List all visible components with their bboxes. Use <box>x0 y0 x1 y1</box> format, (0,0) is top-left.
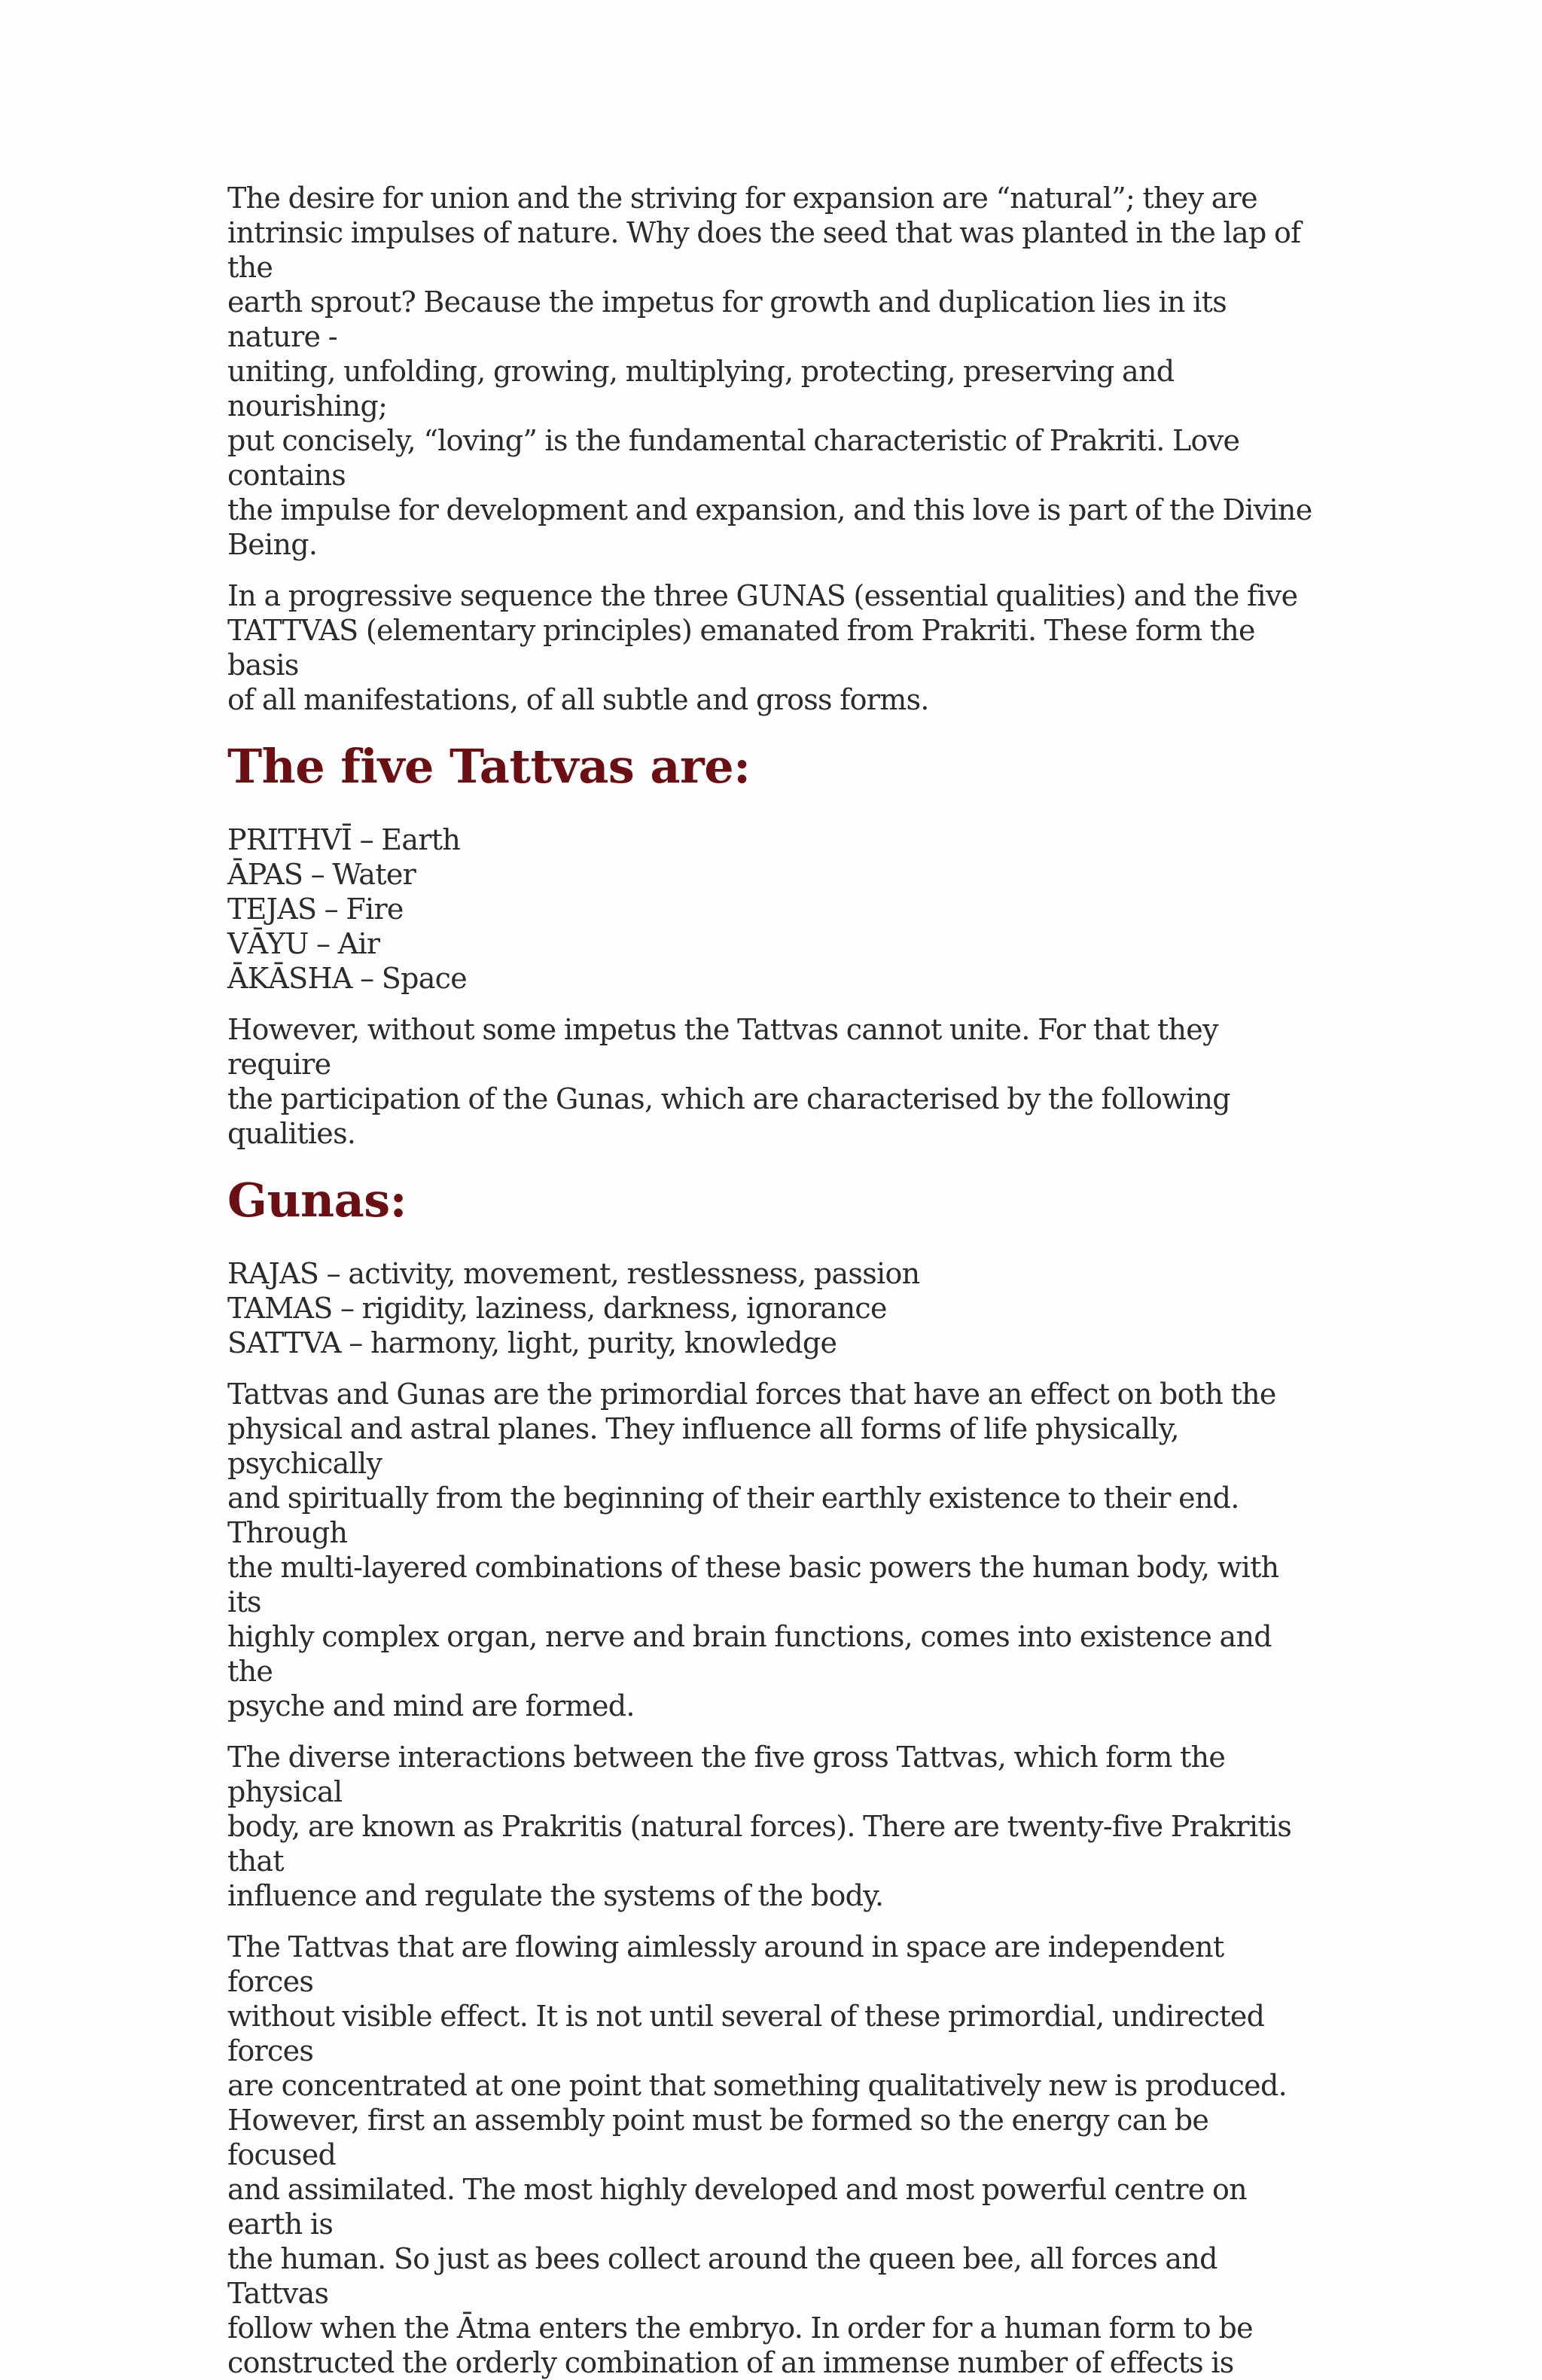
paragraph-prakritis: The diverse interactions between the five gross Tattvas, which form the physical body, are known as Prakritis (natural forces). There are twenty-five Prakritis that influence and regulate the systems of the body. <box>227 1741 1292 1912</box>
paragraph-tattvas-require-gunas: However, without some impetus the Tattvas cannot unite. For that they require the participation of the Gunas, which are characterised by the following qualities. <box>227 1013 1230 1150</box>
paragraph-gunas-tattvas-emanation: In a progressive sequence the three GUNAS (essential qualities) and the five TATTVAS (elementary principles) emanated from Prakriti. These form the basis of all manifestations, of all subtle and gross forms. <box>227 579 1298 716</box>
gunas-heading: Gunas: <box>227 1173 407 1228</box>
paragraph-primordial-forces: Tattvas and Gunas are the primordial forces that have an effect on both the physical and astral planes. They influence all forms of life physically, psychically and spiritually from the beginning of their earthly existence to their end. Through the multi-layered combinations of these basic powers the human body, with its highly complex organ, nerve and brain functions, comes into existence and the psyche and mind are formed. <box>227 1378 1279 1722</box>
list-item-tattva: TEJAS – Fire <box>227 892 404 926</box>
list-item-guna: TAMAS – rigidity, laziness, darkness, ignorance <box>227 1292 887 1325</box>
tattvas-heading: The five Tattvas are: <box>227 739 751 794</box>
list-item-tattva: ĀPAS – Water <box>227 858 416 891</box>
tattvas-list <box>227 822 1316 996</box>
list-item-guna: SATTVA – harmony, light, purity, knowledge <box>227 1326 837 1359</box>
list-item-tattva: PRITHVĪ – Earth <box>227 823 461 856</box>
gunas-list <box>227 1256 1316 1360</box>
paragraph-assembly-point: The Tattvas that are flowing aimlessly around in space are independent forces without visible effect. It is not until several of these primordial, undirected forces are concentrated at one point that something qualitatively new is produced. However, first an assembly point must be formed so the energy can be focused and assimilated. The most highly developed and most powerful centre on earth is the human. So just as bees collect around the queen bee, all forces and Tattvas follow when the Ātma enters the embryo. In order for a human form to be constructed the orderly combination of an immense number of effects is <box>227 1930 1287 2379</box>
list-item-guna: RAJAS – activity, movement, restlessness, passion <box>227 1257 920 1290</box>
list-item-tattva: VĀYU – Air <box>227 927 380 960</box>
list-item-tattva: ĀKĀSHA – Space <box>227 962 468 995</box>
paragraph-union-desire: The desire for union and the striving for expansion are “natural”; they are intrinsic impulses of nature. Why does the seed that was planted in the lap of the earth sprout? Because the impetus for growth and duplication lies in its nature - uniting, unfolding, growing, multiplying, protecting, preserving and nourishing; put concisely, “loving” is the fundamental characteristic of Prakriti. Love contains the impulse for development and expansion, and this love is part of the Divine Being. <box>227 182 1312 561</box>
